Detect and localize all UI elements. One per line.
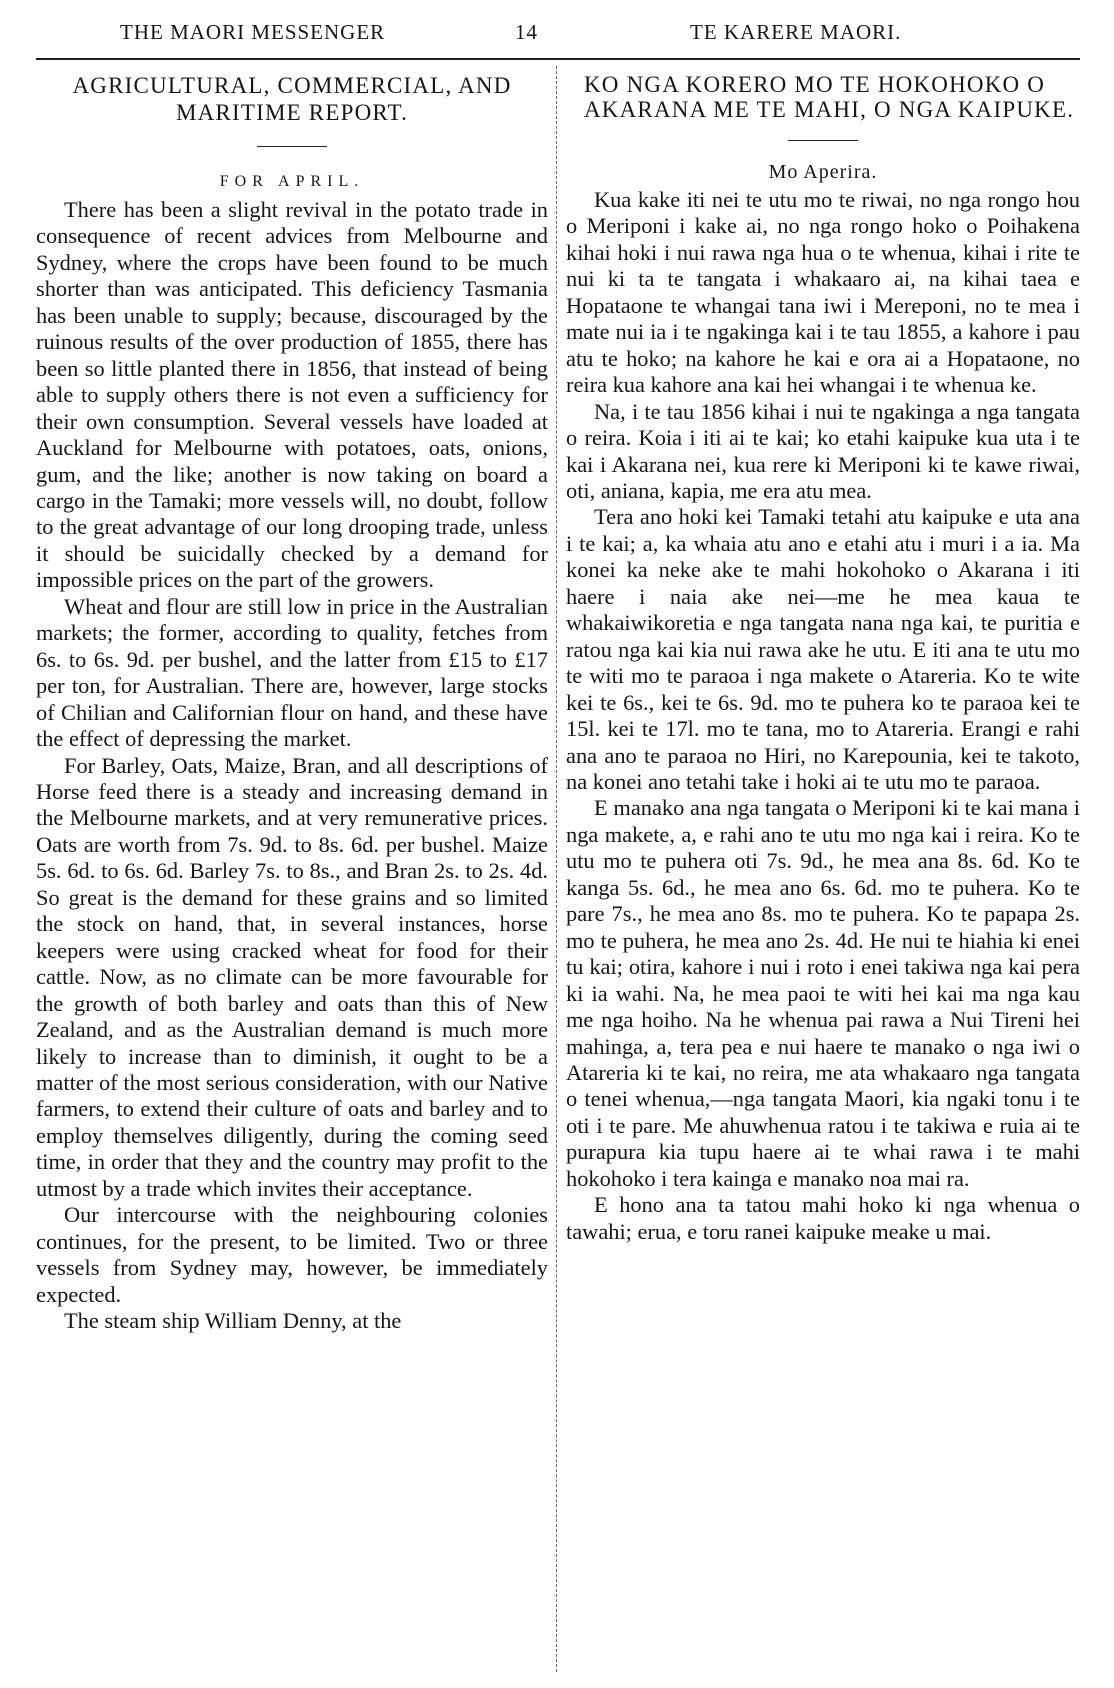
- english-paragraph: Our intercourse with the neighbouring colonies continues, for the present, to be limited. Two or three vessels from Sydney may, however, be immediately expected.: [36, 1202, 548, 1307]
- english-heading-rule: [257, 146, 327, 147]
- maori-paragraph: Kua kake iti nei te utu mo te riwai, no nga rongo hou o Meriponi i kake ai, no nga rongo hoko o Poihakena kihai hoki i nui rawa nga hua o te whenua, kihai i rite te nui ki ta te tangata i whakaaro ai, na kihai taea e Hopataone te whangai tana iwi i Mereponi, no te mea i mate nui ia i te ngakinga kai i te tau 1855, a kahore i pau atu te hoko; na kahore he kai e ora ai a Hopataone, no reira kua kahore ana kai hei whangai i te whenua ke.: [566, 187, 1080, 398]
- maori-paragraph: E manako ana nga tangata o Meriponi ki te kai mana i nga makete, a, e rahi ano te utu mo nga kai i reira. Ko te utu mo te puhera oti 7s. 9d., he mea ana 8s. 6d. Ko te kanga 5s. 6d., he mea ano 6s. 6d. mo te puhera. Ko te pare 7s., he mea ano 8s. mo te puhera. Ko te papapa 2s. mo te puhera, he mea ano 2s. 4d. He nui te hiahia ki enei tu kai; otira, kahore i nui i roto i enei takiwa nga kai pera ki ia wahi. Na, he mea paoi te witi hei kai ma nga kau me nga hoiho. Na he whenua pai rawa a Nui Tireni hei mahinga, a, tera pea e nui haere te manako o nga iwi o Atareria ki te kai, no reira, me ata whakaaro nga tangata o tenei whenua,—nga tangata Maori, kia ngaki tonu i te oti i te pare. Me ahuwhenua ratou i te takiwa e ruia ai te purapura kia tupu haere ai te whai rawa i te mahi hokohoko i tera kainga e manako noa mai ra.: [566, 795, 1080, 1191]
- maori-heading: KO NGA KORERO MO TE HOKOHOKO O AKARANA ME TE MAHI, O NGA KAIPUKE.: [584, 72, 1075, 122]
- english-paragraph: The steam ship William Denny, at the: [64, 1308, 402, 1334]
- masthead: [40, 20, 1080, 54]
- maori-column: [566, 72, 1080, 1245]
- page-number: 14: [515, 20, 538, 44]
- english-paragraph: For Barley, Oats, Maize, Bran, and all descriptions of Horse feed there is a steady and increasing demand in the Melbourne markets, and at very remunerative prices. Oats are worth from 7s. 9d. to 8s. 6d. per bushel. Maize 5s. 6d. to 6s. 6d. Barley 7s. to 8s., and Bran 2s. to 2s. 4d. So great is the demand for these grains and so limited the stock on hand, that, in several instances, horse keepers were using cracked wheat for food for their cattle. Now, as no climate can be more favourable for the growth of both barley and oats than this of New Zealand, and as the Australian demand is much more likely to increase than to diminish, it ought to be a matter of the most serious consideration, with our Native farmers, to extend their culture of oats and barley and to employ themselves diligently, during the coming seed time, in order that they and the country may profit to the utmost by a trade which invites their acceptance.: [36, 752, 548, 1201]
- maori-heading-rule: [788, 140, 858, 141]
- english-column: [36, 72, 548, 1334]
- maori-subhead: Mo Aperira.: [768, 161, 878, 183]
- english-heading: AGRICULTURAL, COMMERCIAL, AND MARITIME REPORT.: [72, 73, 512, 125]
- column-divider: [556, 66, 557, 1672]
- maori-paragraph: Na, i te tau 1856 kihai i nui te ngakinga a nga tangata o reira. Koia i iti ai te kai; ko etahi kaipuke kua uta i te kai i Akarana nei, kua rere ki Meriponi ki te kawe riwai, oti, aniana, kapia, me era atu mea.: [566, 398, 1080, 503]
- english-paragraph: There has been a slight revival in the potato trade in consequence of recent advices from Melbourne and Sydney, where the crops have been found to be much shorter than was anticipated. This deficiency Tasmania has been unable to supply; because, discouraged by the ruinous results of the over production of 1855, there has been so little planted there in 1856, that instead of being able to supply others there is not even a sufficiency for their own consumption. Several vessels have loaded at Auckland for Melbourne with potatoes, oats, onions, gum, and the like; another is now taking on board a cargo in the Tamaki; more vessels will, no doubt, follow to the great advantage of our long drooping trade, unless it should be suicidally checked by a demand for impossible prices on the part of the growers.: [36, 197, 548, 593]
- maori-paragraph: E hono ana ta tatou mahi hoko ki nga whenua o tawahi; erua, e toru ranei kaipuke meake u mai.: [566, 1192, 1080, 1244]
- maori-paragraph: Tera ano hoki kei Tamaki tetahi atu kaipuke e uta ana i te kai; a, ka whaia atu ano e etahi atu i muri i a ia. Ma konei ka neke ake te mahi hokohoko o Akarana i iti haere i naia ake nei—me he mea kaua te whakaiwikoretia e nga tangata nana nga kai, te puritia e ratou nga kai kia nui rawa ake he utu. E iti ana te utu mo te witi mo te paraoa i nga makete o Atareria. Ko te wite kei te 6s., kei te 6s. 9d. mo te puhera ko te paraoa kei te 15l. kei te 17l. mo te tana, mo to Atareria. Erangi e rahi ana ano te paraoa no Hiri, no Karepounia, kei te takoto, na konei ano tetahi take i hoki ai te utu mo te paraoa.: [566, 504, 1080, 794]
- masthead-rule: [36, 58, 1080, 60]
- english-subhead: FOR APRIL.: [219, 173, 365, 190]
- masthead-maori-title: TE KARERE MAORI.: [690, 20, 902, 44]
- english-paragraph: Wheat and flour are still low in price in the Australian markets; the former, according to quality, fetches from 6s. to 6s. 9d. per bushel, and the latter from £15 to £17 per ton, for Australian. There are, however, large stocks of Chilian and Californian flour on hand, and these have the effect of depressing the market.: [36, 593, 548, 752]
- masthead-english-title: THE MAORI MESSENGER: [120, 20, 386, 44]
